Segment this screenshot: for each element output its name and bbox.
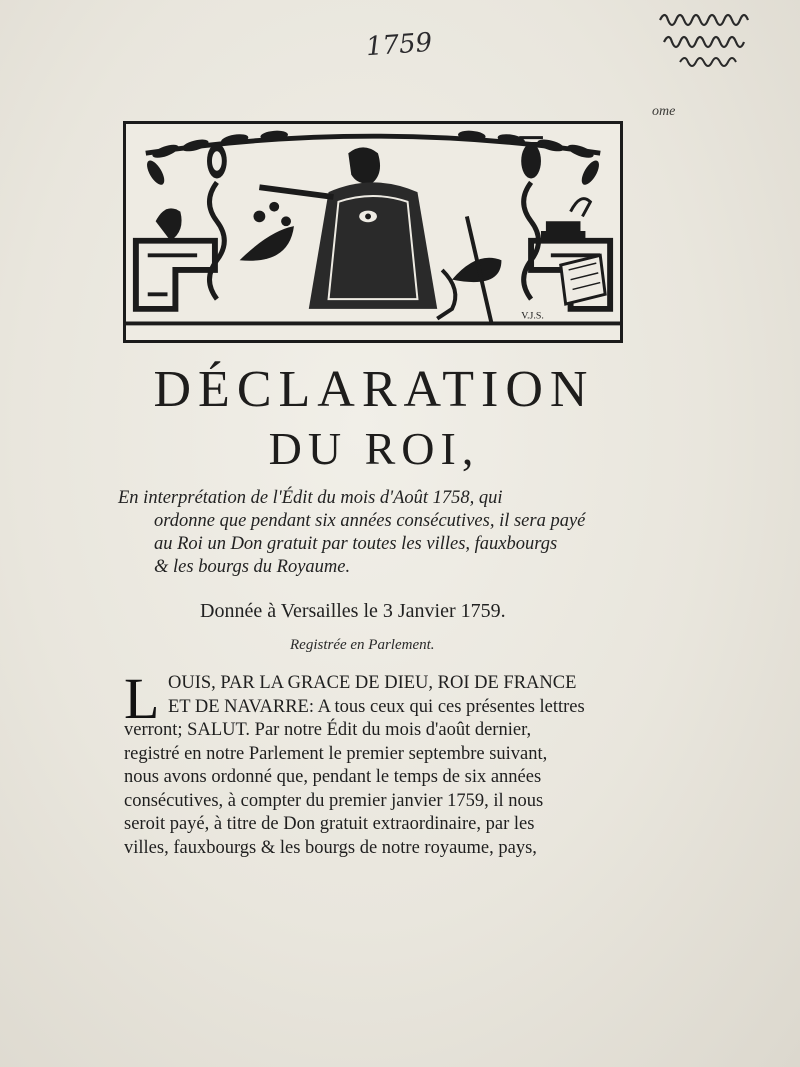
subtitle-line: En interprétation de l'Édit du mois d'Août 1758, qui (118, 488, 503, 508)
body-line: seroit payé, à titre de Don gratuit extraordinaire, par les (124, 814, 535, 834)
subtitle-line: au Roi un Don gratuit par toutes les villes, fauxbourgs (154, 534, 558, 554)
body-line: nous avons ordonné que, pendant le temps de six années (124, 767, 542, 787)
body-line: OUIS, PAR LA GRACE DE DIEU, ROI DE FRANCE (168, 673, 577, 693)
body-text (124, 666, 634, 860)
engraved-vignette (123, 121, 623, 343)
body-line: ET DE NAVARRE: A tous ceux qui ces présentes lettres (168, 696, 585, 717)
drop-cap: L (124, 666, 160, 731)
body-line: consécutives, à compter du premier janvier 1759, il nous (124, 790, 544, 811)
margin-fragment: ome (652, 104, 676, 119)
subtitle-line: & les bourgs du Royaume. (154, 557, 351, 577)
margin-handwriting (650, 0, 800, 70)
body-line: villes, fauxbourgs & les bourgs de notre royaume, pays, (124, 837, 537, 858)
subtitle-line: ordonne que pendant six années consécutives, il sera payé (154, 511, 586, 531)
engraver-mark: V.J.S. (521, 310, 544, 322)
registered-note: Registrée en Parlement. (290, 637, 435, 653)
handwritten-date: 1759 (365, 27, 434, 63)
subtitle (118, 487, 632, 579)
body-line: registré en notre Parlement le premier septembre suivant, (124, 743, 548, 764)
body-line: verront; SALUT. Par notre Édit du mois d'août dernier, (124, 720, 532, 740)
title-line-1: DÉCLARATION (153, 361, 595, 418)
title-line-2: DU ROI, (268, 423, 480, 474)
given-at-line: Donnée à Versailles le 3 Janvier 1759. (200, 600, 506, 622)
